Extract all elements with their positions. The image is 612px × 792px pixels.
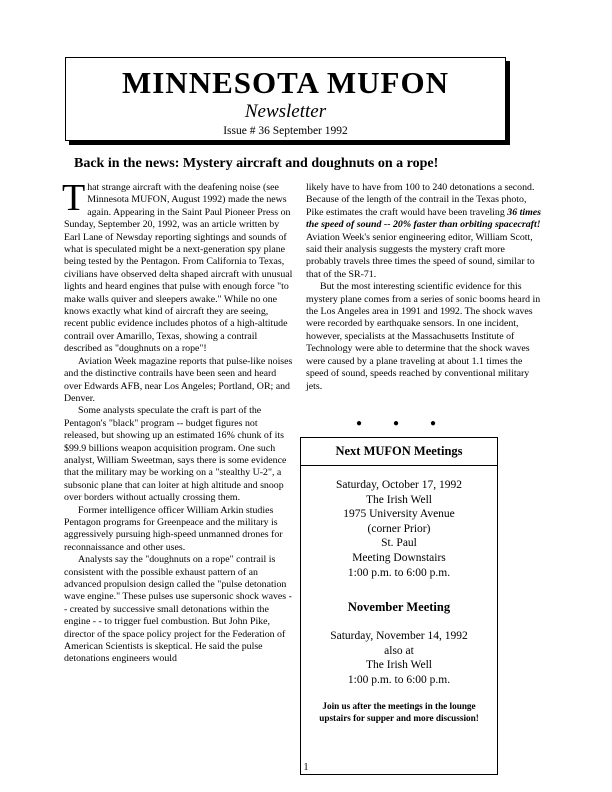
meetings-divider	[301, 465, 497, 466]
bullet-circle-icon: ●	[356, 418, 363, 429]
meeting-line: St. Paul	[381, 537, 417, 550]
meeting-line: (corner Prior)	[367, 522, 431, 535]
article-paragraph: Some analysts speculate the craft is part of the Pentagon's "black" program -- budget figures not released, but showing up an estimated 16% chunk of its $99.9 billions weapon acquisition program. One such analyst, William Sweetman, says there is some evidence that the military may be working on a "stealthy U-2", a subsonic plane that can loiter at high altitude and snoop over borders without actually crossing them.	[64, 405, 287, 504]
meetings-box	[300, 437, 498, 775]
newsletter-title: MINNESOTA MUFON	[121, 65, 449, 100]
november-meeting-details	[301, 629, 497, 687]
article-headline: Back in the news: Mystery aircraft and doughnuts on a rope!	[74, 156, 439, 171]
drop-cap: T	[62, 177, 86, 219]
paragraph-text: hat strange aircraft with the deafening noise (see Minnesota MUFON, August 1992) made the news again. Appearing in the Saint Paul Pioneer Press on Sunday, September 20, 1992, was an article written by Earl Lane of Newsday reporting sightings and sounds of what is speculated might be a next-generation spy plane being tested by the Pentagon. From California to Texas, civilians have observed delta shaped aircraft with unusual lights and heard engines that pulse with enough force "to make walls quiver and sleepers awake." While no one knows exactly what kind of aircraft they are seeing, recent public evidence includes photos of a high-altitude contrail over Amarillo, Texas, showing a contrail described as "doughnuts on a rope"!	[64, 182, 293, 355]
section-divider	[356, 419, 436, 429]
masthead	[65, 57, 506, 141]
newsletter-subtitle: Newsletter	[244, 101, 327, 122]
article-paragraph	[306, 182, 542, 281]
issue-line: Issue # 36 September 1992	[223, 125, 348, 137]
meeting-line: The Irish Well	[366, 659, 432, 672]
bullet-circle-icon: ●	[429, 418, 436, 429]
paragraph-text: likely have to have from 100 to 240 detonations a second. Because of the length of the contrail in the Texas photo, Pike estimates the craft would have been traveling	[306, 182, 535, 218]
article-paragraph: Analysts say the "doughnuts on a rope" contrail is consistent with the possible exhaust pattern of an advanced propulsion design called the "pulse detonation wave engine." These pulses use supersonic shock waves -- created by successive small detonations within the engine - - to trigger fuel combustion. But John Pike, director of the space policy project for the Federation of American Scientists is skeptical. He said the pulse detonations engineers would	[64, 554, 292, 665]
paragraph-text: Aviation Week's senior engineering editor, William Scott, said their analysis suggests the mystery craft more probably travels three times the speed of sound, similar to that of the SR-71.	[306, 231, 535, 280]
meeting-line: 1:00 p.m. to 6:00 p.m.	[347, 673, 451, 686]
meeting-line: Saturday, October 17, 1992	[335, 479, 463, 491]
emphasized-text: 36 times the speed of sound -- 20% faster than orbiting spacecraft!	[306, 206, 542, 231]
meetings-note: Join us after the meetings in the lounge upstairs for supper and more discussion!	[319, 700, 479, 723]
meeting-line: 1:00 p.m. to 6:00 p.m.	[347, 566, 451, 579]
article-column-left	[62, 177, 294, 666]
article-paragraph: But the most interesting scientific evidence for this mystery plane comes from a series of sonic booms heard in the Los Angeles area in 1991 and 1992. The shock waves were recorded by earthquake sensors. In one incident, however, specialists at the Massachusetts Institute of Technology were able to determine that the shock waves were caused by a plane traveling at about 1.1 times the speed of sound, speeds reached by conventional military jets.	[306, 281, 541, 392]
meetings-title: Next MUFON Meetings	[335, 444, 463, 458]
page-number: 1	[303, 762, 309, 773]
bullet-circle-icon: ●	[392, 418, 400, 429]
article-paragraph	[62, 177, 294, 356]
article-column-right	[306, 182, 542, 393]
meeting-line: 1975 University Avenue	[343, 508, 455, 521]
november-meeting-title: November Meeting	[347, 600, 451, 615]
meeting-line: also at	[384, 644, 414, 657]
meeting-line: Meeting Downstairs	[352, 551, 446, 564]
meeting-line: The Irish Well	[366, 493, 432, 506]
article-paragraph: Former intelligence officer William Arkin studies Pentagon programs for Greenpeace and the military is aggressively pursuing high-speed unmanned drones for reconnaissance and other uses.	[64, 504, 283, 553]
article-paragraph: Aviation Week magazine reports that pulse-like noises and the distinctive contrails have been seen and heard over Edwards AFB, near Los Angeles; Portland, OR; and Denver.	[64, 355, 293, 404]
meeting-line: Saturday, November 14, 1992	[330, 630, 468, 643]
october-meeting-details	[301, 478, 497, 580]
